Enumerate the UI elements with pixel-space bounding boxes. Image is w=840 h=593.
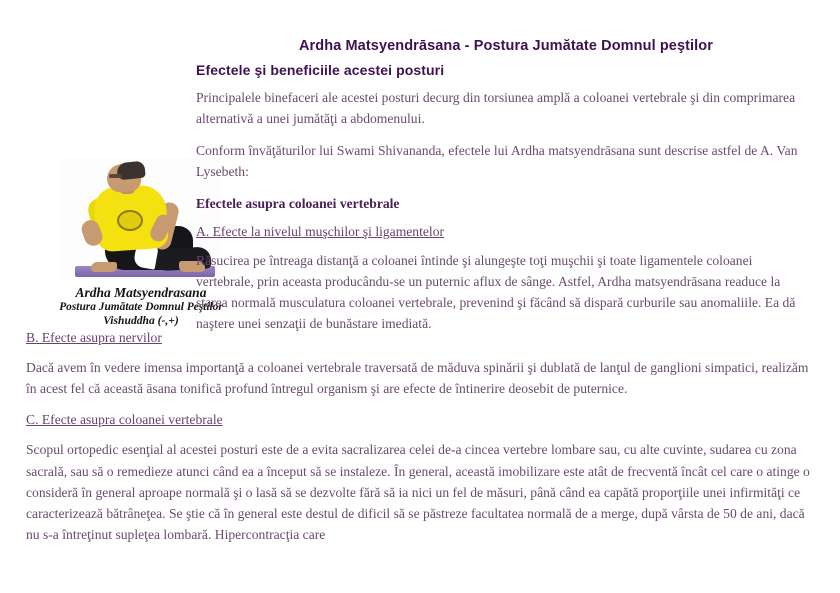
caption-sanskrit-name: Ardha Matsyendrasana xyxy=(75,285,207,300)
upper-text-column xyxy=(196,62,804,346)
paragraph-intro-2: Conform învăţăturilor lui Swami Shivananda, efectele lui Ardha matsyendrāsana sunt descrise astfel de A. Van Lysebeth: xyxy=(196,143,798,180)
section-b-title: B. Efecte asupra nervilor xyxy=(26,330,162,345)
back-foot xyxy=(91,262,117,272)
heading-spine-effects: Efectele asupra coloanei vertebrale xyxy=(196,196,400,212)
shirt-logo-icon xyxy=(117,210,143,231)
section-a-body: Răsucirea pe întreaga distanţă a coloanei întinde şi alungeşte toţi muşchii şi toate ligamentele coloanei vertebrale, prin aceasta producându-se un puternic aflux de sânge. Astfel, Ardha matsyendrāsana readuce la starea normală musculatura coloanei vertebrale, prevenind şi făcând să dispară curburile sau anomaliile. Ea dă naştere unei senzaţii de bunăstare imediată. xyxy=(196,253,796,332)
section-c-body: Scopul ortopedic esenţial al acestei posturi este de a evita sacralizarea celei de-a cincea vertebre lombare sau, cu alte cuvinte, sudarea cu zona sacrală, sau să o remedieze atunci când ea a început să se instaleze. În general, această imobilizare este atât de frecventă încât cel care o atinge o consideră în general aproape normală şi o lasă să se dezvolte fără să ia nici un fel de măsuri, până când ea capătă proporţiile unei infirmităţi ce caracterizează bătrâneţea. Se ştie că în general este destul de dificil să se păstreze facultatea normală de a merge, după vârsta de 50 de ani, dacă nu s-a întreţinut supleţea lombară. Hipercontracţia care xyxy=(26,442,810,543)
caption-romanian-name: Postura Jumătate Domnul Peştilor xyxy=(59,300,223,313)
section-c-title: C. Efecte asupra coloanei vertebrale xyxy=(26,412,223,428)
heading-benefits: Efectele şi beneficiile acestei posturi xyxy=(196,62,445,78)
page-title: Ardha Matsyendrāsana - Postura Jumătate Domnul peştilor xyxy=(298,38,713,54)
section-a-title: A. Efecte la nivelul muşchilor şi ligamentelor xyxy=(196,224,445,240)
paragraph-intro-1: Principalele binefaceri ale acestei posturi decurg din torsiunea amplă a coloanei vertebrale şi din comprimarea alternativă a unei jumătăţi a abdomenului. xyxy=(196,90,796,127)
caption-chakra: Vishuddha (-,+) xyxy=(103,314,179,328)
glasses-icon xyxy=(109,174,122,178)
section-b-body: Dacă avem în vedere imensa importanţă a coloanei vertebrale traversată de măduva spinării şi dublată de lanţul de ganglioni simpatici, realizăm în acest fel că această āsana tonifică profund întregul organism şi are efecte de întinerire deosebit de puternice. xyxy=(26,360,809,397)
lower-text-column xyxy=(26,330,810,556)
